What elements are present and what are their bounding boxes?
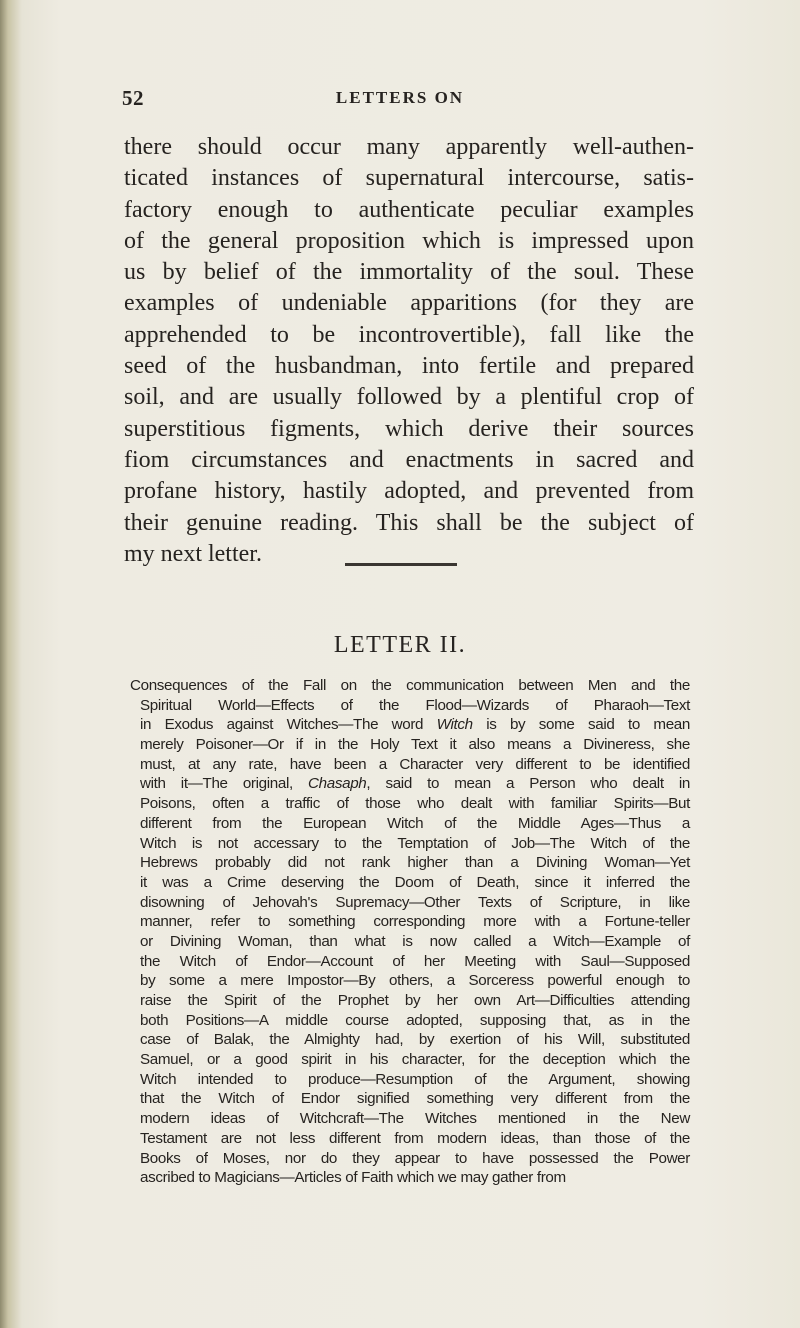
body-line: examples of undeniable apparitions (for they are bbox=[124, 290, 694, 317]
body-line: superstitious figments, which derive their sources bbox=[124, 415, 694, 442]
summary-line: with it—The original, Chasaph, said to mean a Person who dealt in bbox=[140, 775, 690, 793]
letter-heading: LETTER II. bbox=[333, 632, 467, 658]
summary-line: Consequences of the Fall on the communication between Men and the bbox=[130, 677, 690, 694]
summary-line: by some a mere Impostor—By others, a Sorceress powerful enough to bbox=[140, 972, 690, 990]
summary-line: ascribed to Magicians—Articles of Faith which we may gather from bbox=[140, 1169, 566, 1187]
summary-line: Samuel, or a good spirit in his character, for the deception which the bbox=[140, 1051, 690, 1069]
summary-line: must, at any rate, have been a Character very different to be identified bbox=[140, 755, 690, 773]
body-line: of the general proposition which is impressed upon bbox=[124, 227, 694, 254]
body-line: their genuine reading. This shall be the subject of bbox=[124, 509, 694, 536]
summary-line: Spiritual World—Effects of the Flood—Wizards of Pharaoh—Text bbox=[140, 696, 690, 714]
summary-line: different from the European Witch of the Middle Ages—Thus a bbox=[140, 814, 690, 832]
summary-line: in Exodus against Witches—The word Witch is by some said to mean bbox=[140, 716, 690, 734]
summary-line: raise the Spirit of the Prophet by her own Art—Difficulties attending bbox=[140, 992, 690, 1009]
summary-line: or Divining Woman, than what is now called a Witch—Example of bbox=[140, 932, 690, 950]
summary-line: Books of Moses, nor do they appear to have possessed the Power bbox=[140, 1149, 690, 1167]
body-line: apprehended to be incontrovertible), fall like the bbox=[124, 321, 694, 348]
body-line: fiom circumstances and enactments in sacred and bbox=[124, 446, 694, 473]
summary-line: manner, refer to something corresponding more with a Fortune-teller bbox=[140, 913, 690, 931]
section-divider bbox=[345, 563, 457, 566]
summary-line: Poisons, often a traffic of those who dealt with familiar Spirits—But bbox=[140, 795, 690, 813]
page-number: 52 bbox=[122, 86, 144, 110]
summary-line: the Witch of Endor—Account of her Meeting with Saul—Supposed bbox=[140, 952, 690, 970]
body-line: us by belief of the immortality of the soul. These bbox=[124, 259, 694, 286]
body-line: soil, and are usually followed by a plentiful crop of bbox=[124, 384, 694, 411]
body-paragraph bbox=[124, 132, 694, 570]
chapter-summary bbox=[130, 676, 690, 1188]
body-line: my next letter. bbox=[124, 540, 262, 567]
summary-line: Testament are not less different from modern ideas, than those of the bbox=[140, 1129, 690, 1147]
summary-line: it was a Crime deserving the Doom of Death, since it inferred the bbox=[140, 873, 690, 891]
body-line: profane history, hastily adopted, and prevented from bbox=[124, 478, 694, 505]
summary-line: modern ideas of Witchcraft—The Witches mentioned in the New bbox=[140, 1110, 690, 1128]
summary-line: disowning of Jehovah's Supremacy—Other Texts of Scripture, in like bbox=[140, 893, 690, 911]
summary-line: Witch intended to produce—Resumption of the Argument, showing bbox=[140, 1070, 690, 1088]
summary-line: case of Balak, the Almighty had, by exertion of his Will, substituted bbox=[140, 1031, 690, 1049]
running-title: LETTERS ON bbox=[335, 88, 465, 107]
summary-line: that the Witch of Endor signified something very different from the bbox=[140, 1090, 690, 1108]
summary-line: merely Poisoner—Or if in the Holy Text it also means a Divineress, she bbox=[140, 736, 690, 754]
body-line: seed of the husbandman, into fertile and prepared bbox=[124, 353, 694, 380]
body-line: factory enough to authenticate peculiar examples bbox=[124, 196, 694, 223]
body-line: ticated instances of supernatural intercourse, satis- bbox=[124, 165, 694, 192]
summary-line: both Positions—A middle course adopted, supposing that, as in the bbox=[140, 1011, 690, 1029]
body-line: there should occur many apparently well-authen- bbox=[124, 134, 694, 160]
summary-line: Witch is not accessary to the Temptation of Job—The Witch of the bbox=[140, 834, 690, 852]
summary-line: Hebrews probably did not rank higher than a Divining Woman—Yet bbox=[140, 854, 690, 872]
